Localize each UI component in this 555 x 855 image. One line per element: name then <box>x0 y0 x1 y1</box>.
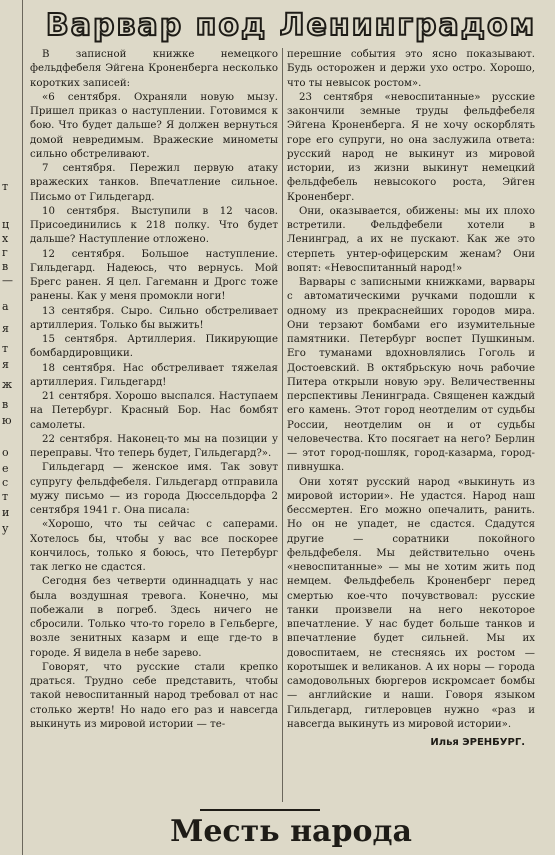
edge-letter: т <box>2 342 9 355</box>
edge-letter: т <box>2 490 9 503</box>
paragraph: 23 сентября «невоспитанные» русские закончили земные труды фельдфебеля Эйгена Кроненберга. Я не хочу оскорблять горе его супруги, но она заслужила ответа: русский народ не выкинут из мировой истории, из жизни выкинут немецкий фельдфебель невысокого роста, Эйген Кроненберг. <box>287 91 535 203</box>
paragraph: 15 сентября. Артиллерия. Пикирующие бомбардировщики. <box>30 334 278 360</box>
paragraph: Сегодня без четверти одиннадцать у нас была воздушная тревога. Конечно, мы побежали в погреб. Здесь ничего не сбросили. Только что-то горело в Гельберге, возле зенитных казарм и еще где-то в городе. Я видела в небе зарево. <box>30 576 278 659</box>
article-headline: Варвар под Ленинградом <box>45 8 537 43</box>
edge-letter: т <box>2 180 9 193</box>
article-column-left <box>30 48 278 806</box>
author-signature: Илья ЭРЕНБУРГ. <box>430 737 525 748</box>
edge-letter: в <box>2 398 9 411</box>
edge-letter: и <box>2 506 10 519</box>
column-divider <box>282 48 283 802</box>
page-edge-fragment <box>0 0 23 855</box>
article-column-right <box>287 48 535 806</box>
paragraph: 7 сентября. Пережил первую атаку вражеских танков. Впечатление сильное. Письмо от Гильдегард. <box>30 163 278 203</box>
paragraph: «6 сентября. Охраняли новую мызу. Пришел приказ о наступлении. Готовимся к бою. Что будет дальше? Я должен вернуться домой невредимым. Вражеские минометы сильно обстреливают. <box>30 91 278 160</box>
paragraph: 12 сентября. Большое наступление. Гильдегард. Надеюсь, что вернусь. Мой Брегс ранен. Я цел. Гагеманн и Дрогс тоже ранены. Как у меня промокли ноги! <box>30 248 278 303</box>
paragraph: перешние события это ясно показывают. Будь осторожен и держи ухо остро. Хорошо, что ты невысок ростом». <box>287 49 535 89</box>
paragraph: В записной книжке немецкого фельдфебеля Эйгена Кроненберга несколько коротких записей: <box>30 49 278 89</box>
edge-letter: — <box>2 274 13 287</box>
edge-letter: у <box>2 522 9 535</box>
paragraph: Они хотят русский народ «выкинуть из мировой истории». Не удастся. Народ наш бессмертен. Его можно опечалить, ранить. Но он не упадет, не сдастся. Сдадутся другие — соратники покойного фельдфебеля. Мы действительно очень «невоспитанные» — мы не хотим жить под немцем. Фельдфебель Кроненберг перед смертью кое-что почувствовал: русские танки произвели на него некоторое впечатление. У нас будет больше танков и впечатление будет сильней. Мы их довоспитаем, не стесняясь их ростом — коротышек и великанов. А их норы — города самодовольных бюргеров искромсает бомбы — английские и наши. Говоря языком Гильдегард, гитлеровцев нужно «раз и навсегда выкинуть из мировой истории». <box>287 476 535 730</box>
edge-letter: ж <box>2 378 13 391</box>
edge-letter: я <box>2 358 9 371</box>
paragraph: Они, оказывается, обижены: мы их плохо встретили. Фельдфебели хотели в Ленинград, а их не пускают. Как же это стерпеть унтер-офицерским женам? Они вопят: «Невоспитанный народ!» <box>287 205 535 274</box>
paragraph: 22 сентября. Наконец-то мы на позиции у переправы. Что теперь будет, Гильдегард?». <box>30 433 278 459</box>
edge-letter: г <box>2 246 8 259</box>
paragraph: 10 сентября. Выступили в 12 часов. Присоединились к 218 полку. Что будет дальше? Наступление отложено. <box>30 205 278 246</box>
next-article-headline: Месть народа <box>170 814 412 849</box>
paragraph: Варвары с записными книжками, варвары с автоматическими ручками подошли к одному из прекраснейших городов мира. Они терзают бомбами его изумительные памятники. Петербург воспет Пушкиным. Его туманами вдохновлялись Гоголь и Достоевский. В октябрьскую ночь рабочие Питера открыли новую эру. Величественны перспективы Ленинграда. Священен каждый его камень. Этот город неотделим от судьбы России, неотделим он и от судьбы человечества. Кто посягает на него? Берлин — этот город-пошляк, город-казарма, город-пивнушка. <box>287 277 535 474</box>
paragraph: 13 сентября. Сыро. Сильно обстреливает артиллерия. Только бы выжить! <box>30 305 278 331</box>
paragraph: Говорят, что русские стали крепко драться. Трудно себе представить, чтобы такой невоспитанный народ требовал от нас столько жертв! Но надо его раз и навсегда выкинуть из мировой истории — те- <box>30 661 278 730</box>
edge-letter: а <box>2 300 9 313</box>
section-divider <box>200 809 320 811</box>
paragraph: 21 сентября. Хорошо выспался. Наступаем на Петербург. Красный Бор. Нас бомбят самолеты. <box>30 391 278 431</box>
edge-letter: с <box>2 476 9 489</box>
paragraph: Гильдегард — женское имя. Так зовут супругу фельдфебеля. Гильдегард отправила мужу письмо — из города Дюссельдорфа 2 сентября 1941 г. Она писала: <box>30 462 278 516</box>
edge-letter: о <box>2 446 9 459</box>
paragraph: 18 сентября. Нас обстреливает тяжелая артиллерия. Гильдегард! <box>30 362 278 388</box>
edge-letter: ц <box>2 218 10 231</box>
edge-letter: е <box>2 462 9 475</box>
paragraph: «Хорошо, что ты сейчас с саперами. Хотелось бы, чтобы у вас все поскорее кончилось, только я боюсь, что Петербург так легко не сдастся. <box>30 519 278 573</box>
edge-letter: ю <box>2 414 12 427</box>
edge-letter: в <box>2 260 9 273</box>
edge-letter: я <box>2 322 9 335</box>
edge-letter: х <box>2 232 9 245</box>
